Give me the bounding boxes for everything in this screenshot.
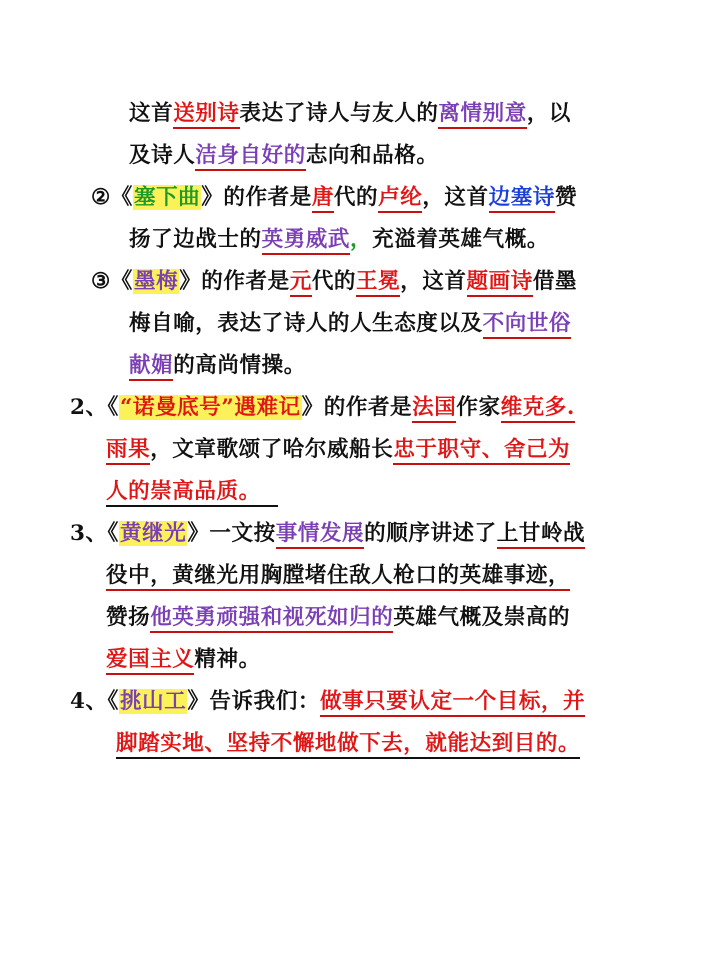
text-segment: 扬了边战士的 xyxy=(129,227,262,252)
underlined-phrase: 。 xyxy=(239,479,261,507)
text-segment: 的高尚情操。 xyxy=(173,353,306,378)
text-line xyxy=(70,519,585,549)
text-line xyxy=(129,351,306,381)
underlined-phrase: 法国 xyxy=(412,395,456,423)
text-segment: 》一文按 xyxy=(187,521,276,546)
underlined-phrase: 役中，黄继光用胸膛堵住敌人枪口的英雄事迹， xyxy=(106,563,570,591)
underlined-phrase: 不向世俗 xyxy=(483,311,571,339)
text-segment: 2、《 xyxy=(70,395,120,420)
text-segment: 及诗人 xyxy=(129,143,196,168)
text-line xyxy=(106,477,261,507)
text-line xyxy=(106,561,570,591)
underlined-phrase: 做事只要认定一个目标，并 xyxy=(320,689,585,717)
underlined-phrase: 题画诗 xyxy=(467,269,533,297)
text-segment: 借墨 xyxy=(532,269,578,294)
text-segment: 志向和品格。 xyxy=(305,143,439,168)
underlined-phrase: 洁身自好的 xyxy=(195,143,306,171)
underline-extension xyxy=(250,505,278,507)
text-line xyxy=(116,729,580,759)
text-segment: 表达了诗人与友人的 xyxy=(239,101,439,126)
underlined-phrase: 献媚 xyxy=(129,353,173,381)
underlined-phrase: 爱国主义 xyxy=(106,647,194,675)
text-segment: ，这首 xyxy=(422,185,489,210)
text-segment: 这首 xyxy=(129,101,174,126)
text-segment: 梅自喻，表达了诗人的人生态度以及 xyxy=(129,311,483,336)
underlined-phrase: 送别诗 xyxy=(173,101,239,129)
highlighted-title: “诺曼底号”遇难记 xyxy=(120,395,301,420)
underlined-phrase: 上甘岭战 xyxy=(497,521,585,549)
highlighted-title: 挑山工 xyxy=(120,689,187,714)
text-line xyxy=(106,435,570,465)
text-line xyxy=(129,225,549,255)
text-segment: 》的作者是 xyxy=(301,395,413,420)
underlined-phrase: 唐 xyxy=(312,185,334,213)
highlighted-title: 塞下曲 xyxy=(133,185,201,210)
text-line xyxy=(70,393,575,423)
text-segment: 赞 xyxy=(554,185,578,210)
underlined-phrase: 元 xyxy=(290,269,312,297)
text-line xyxy=(70,687,585,717)
text-segment: 的顺序讲述了 xyxy=(364,521,497,546)
highlighted-title: 黄继光 xyxy=(120,521,187,546)
text-segment: 代的 xyxy=(333,185,379,210)
underlined-phrase: 脚踏实地、坚持不懈地做下去，就能达到目的。 xyxy=(116,731,580,759)
text-line xyxy=(129,99,571,129)
text-segment: ②《 xyxy=(91,185,133,210)
text-segment: ，以 xyxy=(526,101,572,126)
text-segment: 代的 xyxy=(311,269,357,294)
underlined-phrase: 他英勇顽强和视死如归的 xyxy=(150,605,393,633)
underlined-phrase: 王冕 xyxy=(356,269,400,297)
underlined-phrase: 人的崇高品质 xyxy=(106,479,239,507)
text-line xyxy=(106,603,570,633)
underlined-phrase: 卢纶 xyxy=(378,185,422,213)
underlined-phrase: 边塞诗 xyxy=(489,185,555,213)
text-segment: ，文章歌颂了哈尔威船长 xyxy=(150,437,394,462)
highlighted-title: 墨梅 xyxy=(133,269,179,294)
underlined-phrase: 忠于职守、舍己为 xyxy=(393,437,570,465)
text-segment: ， xyxy=(350,227,373,252)
underlined-phrase: 维克多. xyxy=(501,395,575,423)
underlined-phrase: 英勇威武 xyxy=(262,227,350,255)
text-segment: 》告诉我们： xyxy=(187,689,320,714)
text-segment: 作家 xyxy=(456,395,501,420)
text-segment: ，这首 xyxy=(400,269,467,294)
text-segment: ③《 xyxy=(91,269,133,294)
text-segment: 精神。 xyxy=(194,647,261,672)
text-segment: 充溢着英雄气概。 xyxy=(372,227,549,252)
text-line xyxy=(129,309,571,339)
text-line xyxy=(129,141,438,171)
text-segment: 赞扬 xyxy=(106,605,151,630)
text-segment: 》的作者是 xyxy=(179,269,290,294)
text-segment: 4、《 xyxy=(70,689,120,714)
text-line xyxy=(91,267,577,297)
text-line xyxy=(91,183,577,213)
text-line xyxy=(106,645,261,675)
underlined-phrase: 事情发展 xyxy=(276,521,364,549)
text-segment: 》的作者是 xyxy=(201,185,312,210)
text-segment: 英雄气概及崇高的 xyxy=(393,605,571,630)
underlined-phrase: 雨果 xyxy=(106,437,150,465)
underlined-phrase: 离情别意 xyxy=(438,101,526,129)
text-segment: 3、《 xyxy=(70,521,120,546)
